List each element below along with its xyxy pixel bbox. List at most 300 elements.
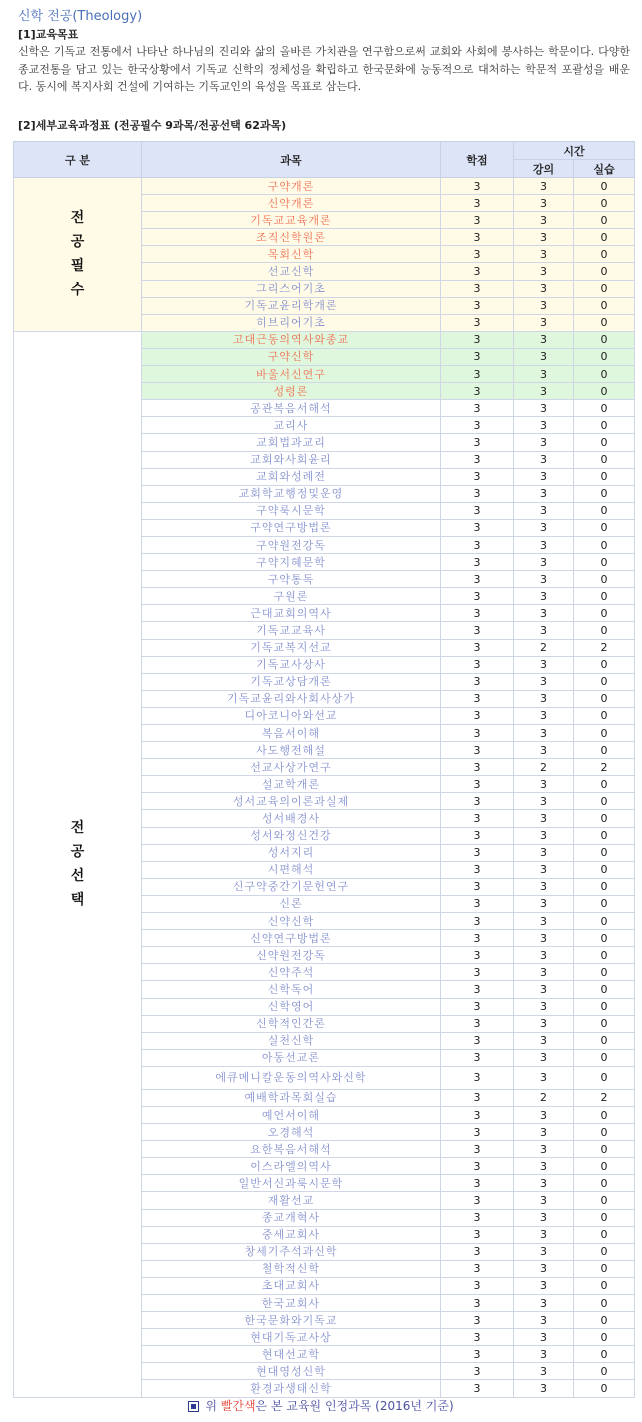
course-practice: 0 bbox=[574, 331, 635, 348]
course-lecture: 2 bbox=[514, 639, 574, 656]
course-name: 교회와사회윤리 bbox=[142, 451, 441, 468]
course-lecture: 3 bbox=[514, 725, 574, 742]
course-practice: 0 bbox=[574, 468, 635, 485]
course-lecture: 3 bbox=[514, 827, 574, 844]
course-credit: 3 bbox=[441, 998, 514, 1015]
course-name: 철학적신학 bbox=[142, 1260, 441, 1277]
table-row bbox=[14, 178, 635, 195]
course-credit: 3 bbox=[441, 417, 514, 434]
course-practice: 0 bbox=[574, 998, 635, 1015]
course-practice: 0 bbox=[574, 297, 635, 314]
course-name: 디아코니아와선교 bbox=[142, 707, 441, 724]
course-practice: 0 bbox=[574, 366, 635, 383]
course-practice: 0 bbox=[574, 707, 635, 724]
course-practice: 0 bbox=[574, 1049, 635, 1066]
course-credit: 3 bbox=[441, 913, 514, 930]
course-credit: 3 bbox=[441, 810, 514, 827]
course-credit: 3 bbox=[441, 639, 514, 656]
course-lecture: 3 bbox=[514, 1346, 574, 1363]
course-credit: 3 bbox=[441, 229, 514, 246]
course-practice: 0 bbox=[574, 981, 635, 998]
course-lecture: 3 bbox=[514, 366, 574, 383]
course-practice: 0 bbox=[574, 1260, 635, 1277]
course-practice: 0 bbox=[574, 827, 635, 844]
page-title: 신학 전공(Theology) bbox=[18, 9, 143, 24]
course-credit: 3 bbox=[441, 212, 514, 229]
course-lecture: 3 bbox=[514, 605, 574, 622]
header-credit: 학점 bbox=[441, 142, 514, 178]
course-lecture: 3 bbox=[514, 434, 574, 451]
course-practice: 0 bbox=[574, 348, 635, 365]
course-credit: 3 bbox=[441, 314, 514, 331]
course-name: 복음서이해 bbox=[142, 725, 441, 742]
course-credit: 3 bbox=[441, 1066, 514, 1089]
course-lecture: 3 bbox=[514, 1243, 574, 1260]
course-name: 아동선교론 bbox=[142, 1049, 441, 1066]
course-name: 성서지리 bbox=[142, 844, 441, 861]
course-credit: 3 bbox=[441, 793, 514, 810]
course-name: 기독교사상사 bbox=[142, 656, 441, 673]
course-name: 현대선교학 bbox=[142, 1346, 441, 1363]
course-credit: 3 bbox=[441, 742, 514, 759]
header-lecture: 강의 bbox=[514, 160, 574, 178]
course-name: 성서와정신건강 bbox=[142, 827, 441, 844]
course-practice: 0 bbox=[574, 1209, 635, 1226]
course-practice: 0 bbox=[574, 417, 635, 434]
course-name: 성서배경사 bbox=[142, 810, 441, 827]
course-credit: 3 bbox=[441, 485, 514, 502]
course-credit: 3 bbox=[441, 280, 514, 297]
course-name: 에큐메니칼운동의역사와신학 bbox=[142, 1066, 441, 1089]
table-row bbox=[14, 331, 635, 348]
course-practice: 0 bbox=[574, 1312, 635, 1329]
course-practice: 0 bbox=[574, 742, 635, 759]
course-lecture: 2 bbox=[514, 1089, 574, 1106]
course-practice: 0 bbox=[574, 964, 635, 981]
course-credit: 3 bbox=[441, 1049, 514, 1066]
course-practice: 0 bbox=[574, 485, 635, 502]
course-lecture: 3 bbox=[514, 1175, 574, 1192]
course-name: 교리사 bbox=[142, 417, 441, 434]
header-course: 과목 bbox=[142, 142, 441, 178]
course-name: 성령론 bbox=[142, 383, 441, 400]
course-name: 기독교교육사 bbox=[142, 622, 441, 639]
course-lecture: 3 bbox=[514, 348, 574, 365]
course-credit: 3 bbox=[441, 468, 514, 485]
course-credit: 3 bbox=[441, 400, 514, 417]
course-credit: 3 bbox=[441, 1141, 514, 1158]
course-name: 그리스어기초 bbox=[142, 280, 441, 297]
course-name: 예언서이해 bbox=[142, 1106, 441, 1123]
course-practice: 0 bbox=[574, 895, 635, 912]
course-lecture: 3 bbox=[514, 331, 574, 348]
course-lecture: 3 bbox=[514, 400, 574, 417]
course-name: 신론 bbox=[142, 895, 441, 912]
course-name: 교회와성례전 bbox=[142, 468, 441, 485]
course-name: 현대영성신학 bbox=[142, 1363, 441, 1380]
course-name: 기독교교육개론 bbox=[142, 212, 441, 229]
course-lecture: 3 bbox=[514, 1032, 574, 1049]
course-practice: 0 bbox=[574, 656, 635, 673]
course-lecture: 3 bbox=[514, 622, 574, 639]
course-credit: 3 bbox=[441, 1277, 514, 1294]
course-practice: 0 bbox=[574, 913, 635, 930]
course-credit: 3 bbox=[441, 366, 514, 383]
course-name: 재활선교 bbox=[142, 1192, 441, 1209]
course-practice: 0 bbox=[574, 673, 635, 690]
course-credit: 3 bbox=[441, 861, 514, 878]
course-practice: 0 bbox=[574, 588, 635, 605]
course-practice: 0 bbox=[574, 178, 635, 195]
course-credit: 3 bbox=[441, 348, 514, 365]
legend-suffix: 은 본 교육원 인정과목 (2016년 기준) bbox=[255, 1399, 454, 1413]
course-credit: 3 bbox=[441, 1295, 514, 1312]
course-name: 일반서신과룩시문학 bbox=[142, 1175, 441, 1192]
course-lecture: 3 bbox=[514, 554, 574, 571]
course-practice: 0 bbox=[574, 1295, 635, 1312]
course-name: 시편해석 bbox=[142, 861, 441, 878]
course-practice: 0 bbox=[574, 1124, 635, 1141]
course-lecture: 2 bbox=[514, 759, 574, 776]
course-lecture: 3 bbox=[514, 417, 574, 434]
course-lecture: 3 bbox=[514, 878, 574, 895]
course-lecture: 3 bbox=[514, 1329, 574, 1346]
course-lecture: 3 bbox=[514, 1124, 574, 1141]
course-lecture: 3 bbox=[514, 1260, 574, 1277]
course-practice: 0 bbox=[574, 605, 635, 622]
course-lecture: 3 bbox=[514, 1141, 574, 1158]
header-hours: 시간 bbox=[514, 142, 635, 160]
course-practice: 0 bbox=[574, 1380, 635, 1397]
course-name: 고대근동의역사와종교 bbox=[142, 331, 441, 348]
course-lecture: 3 bbox=[514, 1106, 574, 1123]
course-practice: 0 bbox=[574, 554, 635, 571]
course-name: 오경해석 bbox=[142, 1124, 441, 1141]
course-name: 교회학교행정및운영 bbox=[142, 485, 441, 502]
course-practice: 0 bbox=[574, 725, 635, 742]
course-name: 기독교복지선교 bbox=[142, 639, 441, 656]
course-name: 한국문화와기독교 bbox=[142, 1312, 441, 1329]
course-lecture: 3 bbox=[514, 246, 574, 263]
course-practice: 0 bbox=[574, 878, 635, 895]
course-credit: 3 bbox=[441, 725, 514, 742]
course-lecture: 3 bbox=[514, 895, 574, 912]
course-lecture: 3 bbox=[514, 229, 574, 246]
course-credit: 3 bbox=[441, 827, 514, 844]
course-lecture: 3 bbox=[514, 998, 574, 1015]
course-practice: 0 bbox=[574, 571, 635, 588]
course-name: 신학영어 bbox=[142, 998, 441, 1015]
course-credit: 3 bbox=[441, 1226, 514, 1243]
course-name: 창세기주석과신학 bbox=[142, 1243, 441, 1260]
course-name: 신학독어 bbox=[142, 981, 441, 998]
course-lecture: 3 bbox=[514, 930, 574, 947]
course-name: 환경과생태신학 bbox=[142, 1380, 441, 1397]
course-lecture: 3 bbox=[514, 195, 574, 212]
course-name: 구약원전강독 bbox=[142, 536, 441, 553]
course-lecture: 3 bbox=[514, 1363, 574, 1380]
course-name: 신약원전강독 bbox=[142, 947, 441, 964]
course-credit: 3 bbox=[441, 383, 514, 400]
course-practice: 0 bbox=[574, 793, 635, 810]
course-credit: 3 bbox=[441, 263, 514, 280]
course-credit: 3 bbox=[441, 759, 514, 776]
course-practice: 0 bbox=[574, 451, 635, 468]
course-credit: 3 bbox=[441, 930, 514, 947]
legend-note bbox=[0, 1397, 642, 1414]
course-credit: 3 bbox=[441, 1243, 514, 1260]
course-credit: 3 bbox=[441, 776, 514, 793]
course-practice: 0 bbox=[574, 1226, 635, 1243]
group-elective-label: 전 공 선 택 bbox=[14, 331, 142, 1397]
course-lecture: 3 bbox=[514, 1192, 574, 1209]
section-heading-goals: [1]교육목표 bbox=[18, 28, 79, 41]
course-lecture: 3 bbox=[514, 178, 574, 195]
course-name: 구약통독 bbox=[142, 571, 441, 588]
course-practice: 0 bbox=[574, 1141, 635, 1158]
course-name: 요한복음서해석 bbox=[142, 1141, 441, 1158]
course-practice: 0 bbox=[574, 212, 635, 229]
course-practice: 0 bbox=[574, 1277, 635, 1294]
course-name: 구약연구방법론 bbox=[142, 519, 441, 536]
course-lecture: 3 bbox=[514, 519, 574, 536]
course-name: 예배학과목회실습 bbox=[142, 1089, 441, 1106]
course-credit: 3 bbox=[441, 844, 514, 861]
course-credit: 3 bbox=[441, 178, 514, 195]
course-credit: 3 bbox=[441, 947, 514, 964]
course-credit: 3 bbox=[441, 622, 514, 639]
course-credit: 3 bbox=[441, 1209, 514, 1226]
goals-description: 신학은 기독교 전통에서 나타난 하나님의 진리와 삶의 올바른 가치관을 연구함으로써 교회와 사회에 봉사하는 학문이다. 다양한 종교전통을 담고 있는 한국상황에서 기독교 신학의 정체성을 확립하고 한국문화에 능동적으로 대처하는 학문적 포괄성을 배운다. 동시에 복지사회 건설에 기여하는 기독교인의 육성을 목표로 삼는다. bbox=[18, 45, 630, 93]
course-credit: 3 bbox=[441, 1380, 514, 1397]
course-lecture: 3 bbox=[514, 1209, 574, 1226]
course-credit: 3 bbox=[441, 246, 514, 263]
header-practice: 실습 bbox=[574, 160, 635, 178]
course-name: 구원론 bbox=[142, 588, 441, 605]
course-credit: 3 bbox=[441, 195, 514, 212]
course-credit: 3 bbox=[441, 1089, 514, 1106]
course-practice: 0 bbox=[574, 776, 635, 793]
course-lecture: 3 bbox=[514, 673, 574, 690]
course-credit: 3 bbox=[441, 451, 514, 468]
course-lecture: 3 bbox=[514, 485, 574, 502]
course-name: 중세교회사 bbox=[142, 1226, 441, 1243]
section-heading-curriculum: [2]세부교육과정표 (전공필수 9과목/전공선택 62과목) bbox=[18, 119, 287, 132]
group-required-label: 전 공 필 수 bbox=[14, 178, 142, 332]
course-lecture: 3 bbox=[514, 468, 574, 485]
course-credit: 3 bbox=[441, 964, 514, 981]
course-practice: 0 bbox=[574, 263, 635, 280]
course-name: 공관복음서해석 bbox=[142, 400, 441, 417]
course-lecture: 3 bbox=[514, 1312, 574, 1329]
course-name: 신약신학 bbox=[142, 913, 441, 930]
course-name: 종교개혁사 bbox=[142, 1209, 441, 1226]
course-practice: 0 bbox=[574, 690, 635, 707]
course-credit: 3 bbox=[441, 1124, 514, 1141]
course-credit: 3 bbox=[441, 707, 514, 724]
course-credit: 3 bbox=[441, 434, 514, 451]
course-name: 신약주석 bbox=[142, 964, 441, 981]
course-credit: 3 bbox=[441, 1192, 514, 1209]
course-lecture: 3 bbox=[514, 913, 574, 930]
course-practice: 0 bbox=[574, 1363, 635, 1380]
course-lecture: 3 bbox=[514, 571, 574, 588]
course-name: 초대교회사 bbox=[142, 1277, 441, 1294]
course-lecture: 3 bbox=[514, 793, 574, 810]
legend-prefix: 위 bbox=[205, 1399, 217, 1413]
course-practice: 0 bbox=[574, 947, 635, 964]
course-practice: 0 bbox=[574, 1175, 635, 1192]
course-name: 이스라엘의역사 bbox=[142, 1158, 441, 1175]
course-lecture: 3 bbox=[514, 1049, 574, 1066]
course-name: 실천신학 bbox=[142, 1032, 441, 1049]
course-credit: 3 bbox=[441, 1260, 514, 1277]
course-credit: 3 bbox=[441, 673, 514, 690]
course-lecture: 3 bbox=[514, 536, 574, 553]
course-practice: 0 bbox=[574, 229, 635, 246]
course-name: 교회법과교리 bbox=[142, 434, 441, 451]
course-practice: 2 bbox=[574, 759, 635, 776]
course-name: 근대교회의역사 bbox=[142, 605, 441, 622]
course-name: 신구약중간기문헌연구 bbox=[142, 878, 441, 895]
course-practice: 0 bbox=[574, 844, 635, 861]
course-name: 한국교회사 bbox=[142, 1295, 441, 1312]
course-credit: 3 bbox=[441, 1032, 514, 1049]
course-practice: 0 bbox=[574, 1066, 635, 1089]
course-credit: 3 bbox=[441, 1106, 514, 1123]
course-credit: 3 bbox=[441, 1346, 514, 1363]
course-practice: 2 bbox=[574, 639, 635, 656]
course-credit: 3 bbox=[441, 554, 514, 571]
course-name: 기독교상담개론 bbox=[142, 673, 441, 690]
course-credit: 3 bbox=[441, 981, 514, 998]
course-practice: 0 bbox=[574, 519, 635, 536]
course-lecture: 3 bbox=[514, 588, 574, 605]
course-name: 선교사상가연구 bbox=[142, 759, 441, 776]
course-lecture: 3 bbox=[514, 690, 574, 707]
course-name: 목회신학 bbox=[142, 246, 441, 263]
course-practice: 0 bbox=[574, 1032, 635, 1049]
course-practice: 0 bbox=[574, 400, 635, 417]
course-lecture: 3 bbox=[514, 981, 574, 998]
square-bullet-icon bbox=[188, 1401, 199, 1412]
course-name: 구약지혜문학 bbox=[142, 554, 441, 571]
course-practice: 0 bbox=[574, 810, 635, 827]
course-credit: 3 bbox=[441, 1175, 514, 1192]
course-practice: 0 bbox=[574, 314, 635, 331]
legend-red-word: 빨간색 bbox=[220, 1399, 256, 1413]
course-credit: 3 bbox=[441, 588, 514, 605]
header-category: 구 분 bbox=[14, 142, 142, 178]
course-name: 설교학개론 bbox=[142, 776, 441, 793]
course-practice: 0 bbox=[574, 1346, 635, 1363]
course-practice: 0 bbox=[574, 622, 635, 639]
course-practice: 0 bbox=[574, 246, 635, 263]
course-practice: 0 bbox=[574, 1106, 635, 1123]
course-credit: 3 bbox=[441, 1312, 514, 1329]
curriculum-table bbox=[13, 141, 635, 1398]
course-lecture: 3 bbox=[514, 742, 574, 759]
course-credit: 3 bbox=[441, 1158, 514, 1175]
course-credit: 3 bbox=[441, 331, 514, 348]
course-lecture: 3 bbox=[514, 1380, 574, 1397]
course-lecture: 3 bbox=[514, 280, 574, 297]
course-credit: 3 bbox=[441, 519, 514, 536]
course-practice: 0 bbox=[574, 1158, 635, 1175]
course-practice: 0 bbox=[574, 1015, 635, 1032]
course-credit: 3 bbox=[441, 1329, 514, 1346]
course-name: 구약룩시문학 bbox=[142, 502, 441, 519]
course-lecture: 3 bbox=[514, 947, 574, 964]
course-lecture: 3 bbox=[514, 861, 574, 878]
course-lecture: 3 bbox=[514, 212, 574, 229]
course-lecture: 3 bbox=[514, 1015, 574, 1032]
course-credit: 3 bbox=[441, 878, 514, 895]
course-name: 기독교윤리와사회사상가 bbox=[142, 690, 441, 707]
course-credit: 3 bbox=[441, 571, 514, 588]
course-practice: 0 bbox=[574, 1192, 635, 1209]
course-practice: 0 bbox=[574, 434, 635, 451]
course-lecture: 3 bbox=[514, 964, 574, 981]
course-lecture: 3 bbox=[514, 383, 574, 400]
course-credit: 3 bbox=[441, 605, 514, 622]
course-practice: 0 bbox=[574, 195, 635, 212]
course-lecture: 3 bbox=[514, 1277, 574, 1294]
course-lecture: 3 bbox=[514, 776, 574, 793]
course-name: 구약신학 bbox=[142, 348, 441, 365]
course-practice: 2 bbox=[574, 1089, 635, 1106]
course-practice: 0 bbox=[574, 861, 635, 878]
course-lecture: 3 bbox=[514, 1066, 574, 1089]
course-practice: 0 bbox=[574, 502, 635, 519]
course-lecture: 3 bbox=[514, 451, 574, 468]
course-practice: 0 bbox=[574, 383, 635, 400]
course-lecture: 3 bbox=[514, 297, 574, 314]
course-name: 신학적인간론 bbox=[142, 1015, 441, 1032]
course-name: 신약개론 bbox=[142, 195, 441, 212]
course-lecture: 3 bbox=[514, 810, 574, 827]
course-practice: 0 bbox=[574, 536, 635, 553]
course-lecture: 3 bbox=[514, 844, 574, 861]
course-name: 성서교육의이론과실제 bbox=[142, 793, 441, 810]
course-lecture: 3 bbox=[514, 502, 574, 519]
course-lecture: 3 bbox=[514, 656, 574, 673]
course-name: 사도행전해설 bbox=[142, 742, 441, 759]
course-name: 히브리어기초 bbox=[142, 314, 441, 331]
course-name: 기독교윤리학개론 bbox=[142, 297, 441, 314]
course-practice: 0 bbox=[574, 930, 635, 947]
course-name: 구약개론 bbox=[142, 178, 441, 195]
course-name: 조직신학원론 bbox=[142, 229, 441, 246]
course-lecture: 3 bbox=[514, 314, 574, 331]
course-practice: 0 bbox=[574, 1329, 635, 1346]
course-name: 현대기독교사상 bbox=[142, 1329, 441, 1346]
course-lecture: 3 bbox=[514, 1226, 574, 1243]
course-practice: 0 bbox=[574, 280, 635, 297]
course-credit: 3 bbox=[441, 1015, 514, 1032]
course-credit: 3 bbox=[441, 297, 514, 314]
course-credit: 3 bbox=[441, 656, 514, 673]
course-lecture: 3 bbox=[514, 263, 574, 280]
course-lecture: 3 bbox=[514, 707, 574, 724]
course-name: 바울서신연구 bbox=[142, 366, 441, 383]
course-credit: 3 bbox=[441, 536, 514, 553]
course-lecture: 3 bbox=[514, 1295, 574, 1312]
course-credit: 3 bbox=[441, 895, 514, 912]
course-practice: 0 bbox=[574, 1243, 635, 1260]
course-lecture: 3 bbox=[514, 1158, 574, 1175]
course-credit: 3 bbox=[441, 1363, 514, 1380]
